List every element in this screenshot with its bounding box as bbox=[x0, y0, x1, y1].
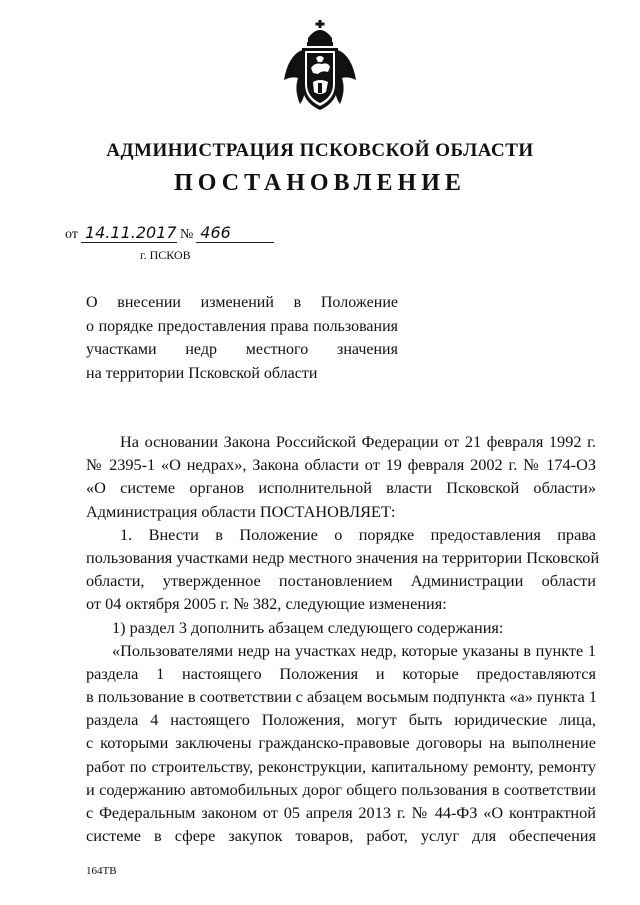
subject-line bbox=[86, 291, 398, 315]
date-value: 14.11.2017 bbox=[81, 224, 177, 243]
body-line: с которыми заключены гражданско-правовые договоры на выполнение bbox=[86, 733, 596, 753]
body-line: раздела 1 настоящего Положения и которые предоставляются bbox=[86, 663, 596, 683]
body-line: «Пользователями недр на участках недр, которые указаны в пункте 1 bbox=[112, 640, 596, 660]
body-line: с Федеральным законом от 05 апреля 2013 г. № 44-ФЗ «О контрактной bbox=[86, 803, 596, 822]
document-type: ПОСТАНОВЛЕНИЕ bbox=[174, 170, 466, 196]
subject-word: участками bbox=[86, 341, 157, 358]
body-line: На основании Закона Российской Федерации от 21 февраля 1992 г. bbox=[120, 432, 596, 451]
body-line: 1. Внести в Положение о порядке предоставления права bbox=[120, 524, 596, 544]
document-body bbox=[86, 430, 600, 847]
subject-word: О bbox=[86, 294, 98, 311]
dateline bbox=[62, 224, 274, 248]
subject-line bbox=[86, 338, 398, 362]
body-line: работ по строительству, реконструкции, капитальному ремонту, ремонту bbox=[86, 756, 596, 776]
body-line: 1) раздел 3 дополнить абзацем следующего содержания: bbox=[112, 617, 504, 637]
subject-word: в bbox=[293, 294, 302, 311]
subject-word: изменений bbox=[200, 294, 274, 311]
subject-word: недр bbox=[185, 341, 217, 358]
number-value: 466 bbox=[196, 224, 274, 243]
city: г. ПСКОВ bbox=[140, 248, 191, 262]
body-line: от 04 октября 2005 г. № 382, следующие изменения: bbox=[86, 594, 447, 614]
document-subject bbox=[86, 291, 398, 385]
subject-line: о порядке предоставления права пользования bbox=[86, 317, 398, 335]
body-line: Администрация области ПОСТАНОВЛЯЕТ: bbox=[86, 501, 396, 521]
subject-word: значения bbox=[337, 341, 398, 358]
body-line: системе в сфере закупок товаров, работ, услуг для обеспечения bbox=[86, 826, 596, 846]
footer-code: 164ТВ bbox=[86, 865, 117, 877]
body-line: области, утвержденное постановлением Администрации области bbox=[86, 571, 596, 591]
body-line: «О системе органов исполнительной власти Псковской области» bbox=[86, 478, 596, 498]
subject-word: местного bbox=[245, 341, 309, 358]
body-line: раздела 4 настоящего Положения, могут быть юридические лица, bbox=[86, 710, 596, 730]
coat-of-arms-icon bbox=[282, 20, 358, 114]
number-label: № bbox=[179, 227, 194, 242]
body-line: и содержанию автомобильных дорог общего пользования в соответствии bbox=[86, 779, 596, 799]
organization-name: АДМИНИСТРАЦИЯ ПСКОВСКОЙ ОБЛАСТИ bbox=[106, 140, 534, 161]
body-line: № 2395-1 «О недрах», Закона области от 19 февраля 2002 г. № 174-ОЗ bbox=[86, 455, 596, 475]
body-line: в пользование в соответствии с абзацем восьмым подпункта «а» пункта 1 bbox=[86, 687, 597, 707]
body-line: пользования участками недр местного значения на территории Псковской bbox=[86, 547, 600, 567]
subject-line: на территории Псковской области bbox=[86, 364, 318, 382]
subject-word: Положение bbox=[320, 294, 398, 311]
subject-word: внесении bbox=[117, 294, 181, 311]
date-label: от bbox=[65, 227, 78, 242]
